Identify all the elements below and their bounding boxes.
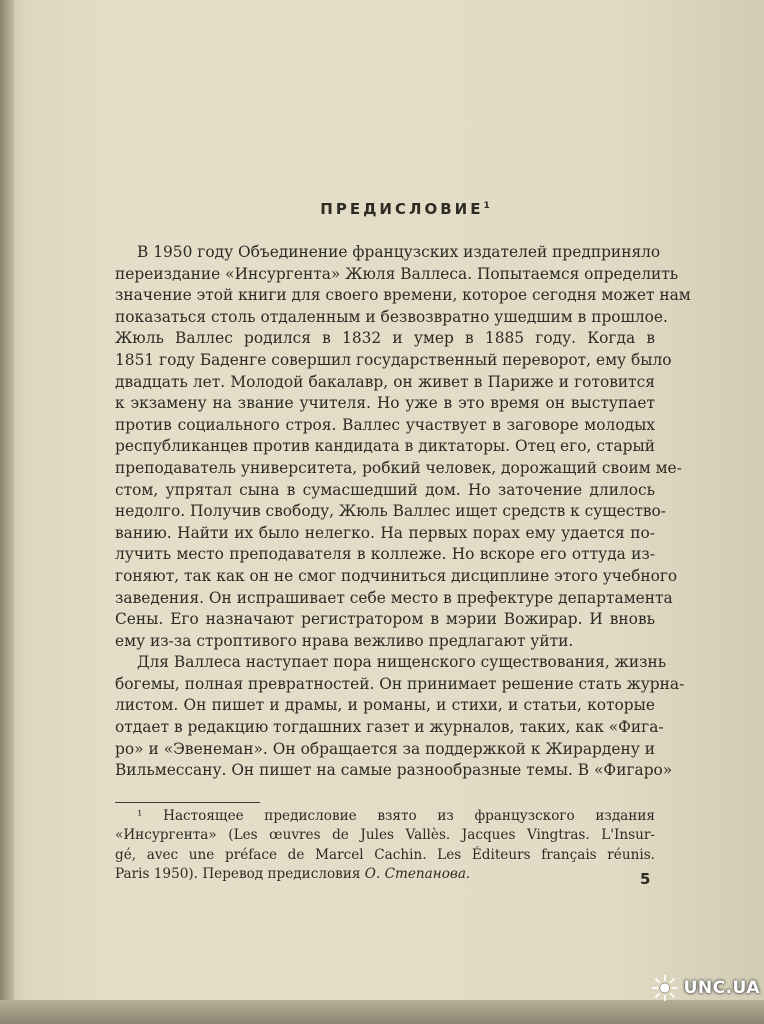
watermark-text: UNC.UA — [683, 978, 760, 998]
text-line: стом, упрятал сына в сумасшедший дом. Но заточение длилось — [115, 480, 655, 499]
text-line: ро» и «Эвенеман». Он обращается за поддержкой к Жирардену и — [115, 739, 655, 758]
text-line: Жюль Валлес родился в 1832 и умер в 1885 году. Когда в — [115, 329, 655, 348]
text-line: В 1950 году Объединение французских издателей предприняло — [137, 243, 661, 261]
text-line: к экзамену на звание учителя. Но уже в это время он выступает — [115, 394, 655, 413]
text-line: 1851 году Баденге совершил государственный переворот, ему было — [115, 350, 672, 369]
page-title — [155, 200, 655, 218]
text-line: Вильмессану. Он пишет на самые разнообразные темы. В «Фигаро» — [115, 761, 673, 780]
text-line: переиздание «Инсургента» Жюля Валлеса. Попытаемся определить — [115, 264, 679, 283]
text-line: преподаватель университета, робкий человек, дорожащий своим ме- — [115, 458, 682, 477]
watermark — [650, 968, 760, 1008]
text-line: лучить место преподавателя в коллеже. Но вскоре его оттуда из- — [115, 545, 655, 564]
text-line: двадцать лет. Молодой бакалавр, он живет в Париже и готовится — [115, 372, 655, 391]
text-line: показаться столь отдаленным и безвозвратно ушедшим в прошлое. — [115, 307, 668, 326]
footnote — [115, 802, 655, 885]
footnote-line: ¹ Настоящее предисловие взято из французского издания — [137, 807, 655, 824]
footnote-line-text: Paris 1950). Перевод предисловия — [115, 866, 361, 883]
text-line: Для Валлеса наступает пора нищенского существования, жизнь — [137, 653, 667, 672]
footnote-line: gé, avec une préface de Marcel Cachin. Les Éditeurs français réunis. — [115, 846, 655, 863]
text-line: ванию. Найти их было нелегко. На первых порах ему удается по- — [115, 523, 655, 542]
text-line: листом. Он пишет и драмы, и романы, и стихи, и статьи, которые — [115, 696, 655, 715]
text-line: заведения. Он испрашивает себе место в префектуре департамента — [115, 588, 673, 607]
page-number: 5 — [640, 870, 651, 888]
paragraph-3 — [115, 652, 685, 782]
title-footnote-mark: 1 — [483, 201, 490, 211]
text-line: значение этой книги для своего времени, которое сегодня может нам — [115, 286, 691, 305]
text-line: республиканцев против кандидата в диктаторы. Отец его, старый — [115, 437, 655, 456]
page-text — [115, 190, 691, 885]
sun-logo-icon — [650, 970, 680, 1006]
title-text: ПРЕДИСЛОВИЕ — [320, 200, 484, 218]
text-line: отдает в редакцию тогдашних газет и журналов, таких, как «Фига- — [115, 718, 664, 737]
paragraph-1 — [115, 242, 691, 328]
paragraph-2 — [115, 328, 682, 652]
book-spine — [0, 0, 14, 1024]
text-line: ему из-за строптивого нрава вежливо предлагают уйти. — [115, 631, 574, 650]
footnote-divider — [115, 802, 260, 803]
translator-name: О. Степанова. — [364, 866, 471, 883]
text-line: Сены. Его назначают регистратором в мэрии Вожирар. И вновь — [115, 610, 655, 629]
text-line: гоняют, так как он не смог подчиниться дисциплине этого учебного — [115, 566, 678, 585]
text-line: против социального строя. Валлес участвует в заговоре молодых — [115, 415, 655, 434]
footnote-line — [115, 865, 655, 885]
text-line: недолго. Получив свободу, Жюль Валлес ищет средств к существо- — [115, 502, 667, 521]
text-line: богемы, полная превратностей. Он принимает решение стать журна- — [115, 674, 685, 693]
footnote-line: «Инсургента» (Les œuvres de Jules Vallès. Jacques Vingtras. L'Insur- — [115, 827, 655, 844]
